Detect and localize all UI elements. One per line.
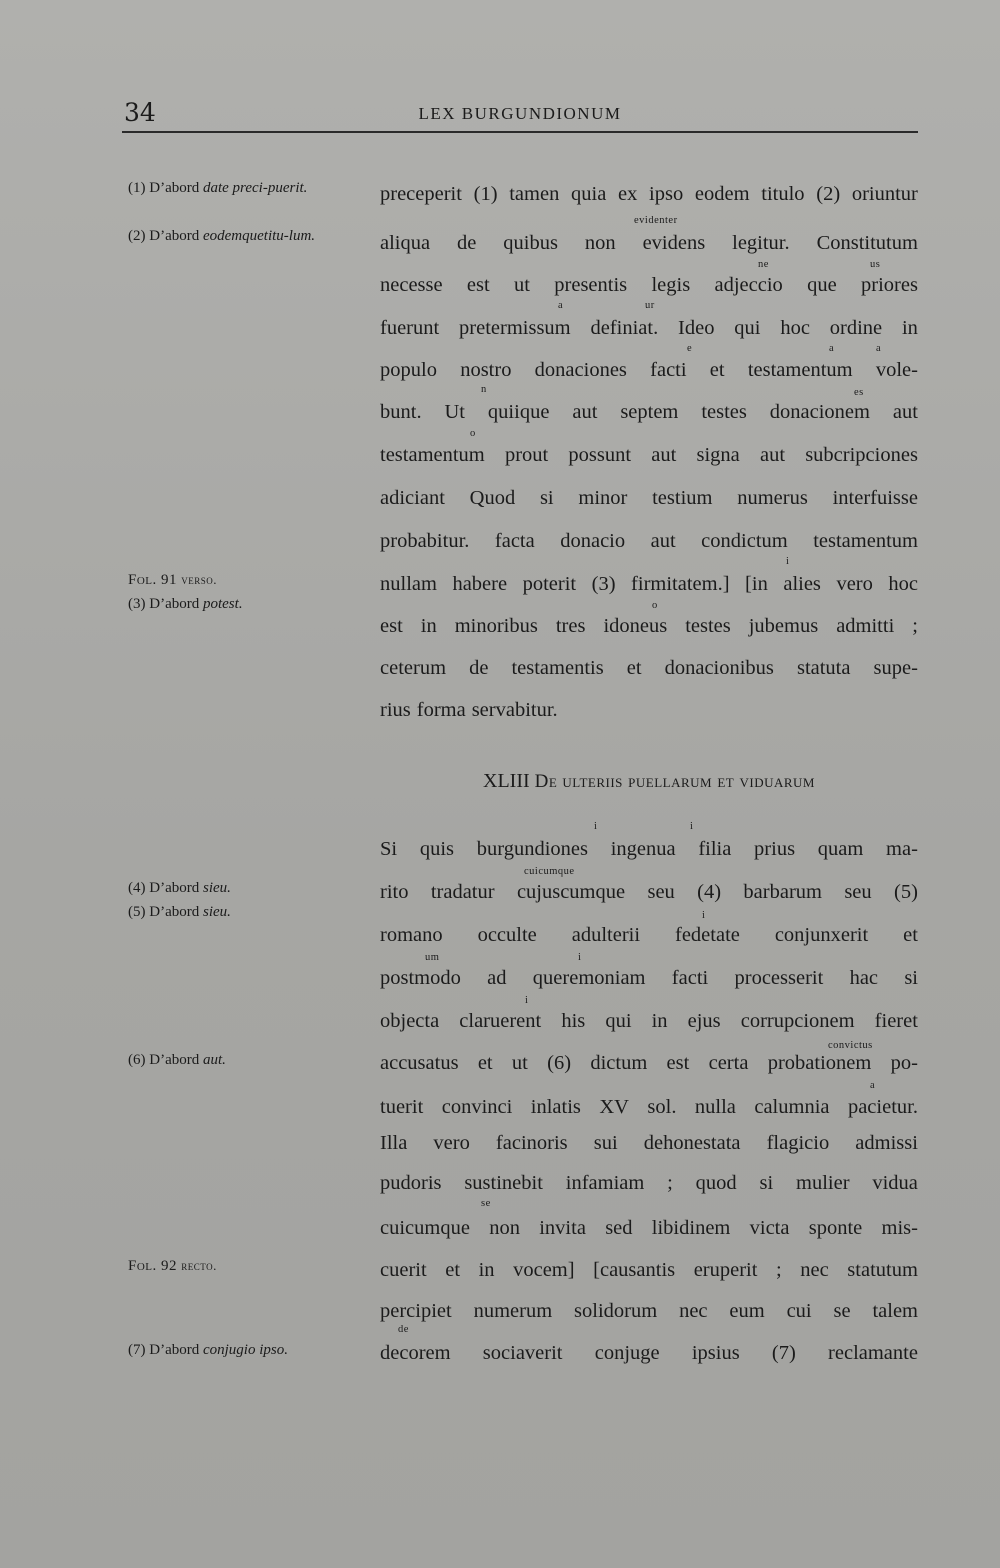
word: testamentum — [747, 359, 853, 381]
word: testes — [701, 401, 747, 423]
word: ; — [667, 1172, 673, 1194]
text-line — [380, 1298, 918, 1324]
word: Si — [380, 838, 398, 860]
word: oriuntur — [851, 183, 918, 205]
text-line — [380, 1340, 918, 1366]
word: hoc — [780, 317, 810, 339]
interlinear-correction: i — [690, 821, 694, 832]
interlinear-correction: a — [870, 1080, 876, 1091]
text-line — [380, 442, 918, 468]
word: conjuge — [594, 1342, 660, 1364]
word: postmodo — [380, 967, 461, 989]
word: queremoniam — [532, 967, 646, 989]
word: facti — [650, 359, 687, 381]
word: vole- — [875, 359, 918, 381]
word: ejus — [687, 1010, 721, 1032]
word: hac — [849, 967, 879, 989]
word: aut — [892, 401, 918, 423]
word: titulo — [761, 183, 805, 205]
word: dictum — [590, 1052, 648, 1074]
word: pacietur. — [847, 1096, 918, 1118]
word: ipsius — [691, 1342, 740, 1364]
word: Constitutum — [816, 232, 918, 254]
word: quod — [695, 1172, 737, 1194]
word: tradatur — [430, 881, 495, 903]
footnote-6-label: (6) D’abord — [128, 1052, 203, 1068]
section-de: De — [534, 771, 558, 792]
word: supe- — [873, 657, 918, 679]
word: probabitur. — [380, 530, 470, 552]
text-line — [380, 571, 918, 597]
word: libidinem — [651, 1217, 731, 1239]
word: mis- — [881, 1217, 918, 1239]
interlinear-correction: i — [594, 821, 598, 832]
word: forma — [416, 699, 466, 721]
word: tamen — [509, 183, 560, 205]
word: sed — [605, 1217, 633, 1239]
word: in — [651, 1010, 668, 1032]
interlinear-correction: cuicumque — [524, 866, 575, 877]
footnote-4-text: sieu. — [202, 880, 231, 896]
word: admissi — [855, 1132, 918, 1154]
word: ; — [776, 1259, 782, 1281]
word: ut — [514, 274, 530, 296]
word: (2) — [816, 183, 841, 205]
word: statutum — [847, 1259, 918, 1281]
word: cuerit — [380, 1259, 427, 1281]
footnote-3-label: (3) D’abord — [128, 596, 203, 612]
word: flagicio — [766, 1132, 830, 1154]
word: subcripciones — [805, 444, 918, 466]
text-line — [380, 528, 918, 554]
word: non — [584, 232, 616, 254]
footnote-2 — [128, 226, 368, 246]
word: XV — [599, 1096, 629, 1118]
word: facinoris — [495, 1132, 568, 1154]
word: quam — [817, 838, 864, 860]
word: aut — [572, 401, 598, 423]
text-line — [380, 272, 918, 298]
word: conjunxerit — [774, 924, 869, 946]
word: his — [561, 1010, 586, 1032]
word: admitti — [836, 615, 895, 637]
folio-1-label: Fol. 91 — [128, 572, 178, 588]
word: inlatis — [530, 1096, 581, 1118]
interlinear-correction: i — [786, 556, 790, 567]
word: hoc — [888, 573, 918, 595]
word: testamentum — [813, 530, 918, 552]
interlinear-correction: n — [481, 384, 487, 395]
word: de — [457, 232, 477, 254]
word: quibus — [503, 232, 558, 254]
section-heading — [380, 770, 918, 793]
word: condictum — [701, 530, 788, 552]
word: aut — [650, 530, 676, 552]
word: nostro — [460, 359, 512, 381]
word: Ut — [444, 401, 465, 423]
word: et — [445, 1259, 461, 1281]
text-line — [380, 697, 918, 723]
word: non — [489, 1217, 520, 1239]
word: [in — [745, 573, 768, 595]
footnote-1 — [128, 178, 368, 198]
word: mulier — [796, 1172, 850, 1194]
word: burgundiones — [476, 838, 588, 860]
word: ordine — [829, 317, 883, 339]
text-line — [380, 230, 918, 256]
word: facta — [494, 530, 535, 552]
word: vero — [433, 1132, 470, 1154]
word: qui — [734, 317, 761, 339]
text-line — [380, 1094, 918, 1120]
footnote-3 — [128, 594, 368, 614]
word: definiat. — [590, 317, 659, 339]
word: reclamante — [828, 1342, 918, 1364]
word: prius — [754, 838, 796, 860]
word: firmitatem.] — [631, 573, 730, 595]
folio-2-side: recto. — [181, 1258, 217, 1273]
word: fuerunt — [380, 317, 440, 339]
word: in — [420, 615, 437, 637]
word: dehonestata — [643, 1132, 741, 1154]
word: nec — [679, 1300, 708, 1322]
footnote-2-label: (2) D’abord — [128, 228, 203, 244]
text-line — [380, 836, 918, 862]
word: invita — [539, 1217, 586, 1239]
word: idoneus — [603, 615, 668, 637]
word: pudoris — [380, 1172, 442, 1194]
word: (7) — [771, 1342, 796, 1364]
interlinear-correction: o — [470, 428, 476, 439]
text-line — [380, 357, 918, 383]
word: quia — [571, 183, 607, 205]
word: adiciant — [380, 487, 445, 509]
word: qui — [605, 1010, 632, 1032]
footnote-4 — [128, 878, 368, 898]
running-head: LEX BURGUNDIONUM — [418, 104, 622, 123]
footnote-1-text: date preci-puerit. — [202, 180, 308, 196]
word: aut — [759, 444, 786, 466]
text-line — [380, 965, 918, 991]
text-line — [380, 922, 918, 948]
word: accusatus — [380, 1052, 459, 1074]
word: donacionibus — [664, 657, 774, 679]
word: eruperit — [693, 1259, 758, 1281]
word: que — [807, 274, 837, 296]
word: cujuscumque — [516, 881, 626, 903]
text-line — [380, 1170, 918, 1196]
word: fieret — [874, 1010, 918, 1032]
word: si — [904, 967, 918, 989]
word: (5) — [894, 881, 918, 903]
word: numerum — [473, 1300, 553, 1322]
footnote-6-text: aut. — [202, 1052, 226, 1068]
word: certa — [708, 1052, 749, 1074]
word: processerit — [734, 967, 824, 989]
interlinear-correction: e — [687, 343, 693, 354]
word: convinci — [441, 1096, 513, 1118]
interlinear-correction: i — [525, 995, 529, 1006]
folio-marker-2 — [128, 1258, 217, 1275]
word: probationem — [767, 1052, 872, 1074]
word: corrupcionem — [740, 1010, 855, 1032]
word: priores — [861, 274, 918, 296]
interlinear-correction: ne — [758, 259, 769, 270]
folio-2-label: Fol. 92 — [128, 1258, 178, 1274]
word: minoribus — [454, 615, 538, 637]
interlinear-correction: um — [425, 952, 440, 963]
word: calumnia — [754, 1096, 830, 1118]
word: se — [833, 1300, 851, 1322]
word: claruerent — [459, 1010, 542, 1032]
interlinear-correction: a — [876, 343, 882, 354]
word: cui — [786, 1300, 812, 1322]
word: statuta — [796, 657, 851, 679]
word: Quod — [469, 487, 516, 509]
word: ad — [487, 967, 507, 989]
word: bunt. — [380, 401, 422, 423]
word: donaciones — [534, 359, 627, 381]
word: in — [478, 1259, 495, 1281]
text-line — [380, 315, 918, 341]
interlinear-correction: a — [558, 300, 564, 311]
word: nullam — [380, 573, 437, 595]
word: si — [539, 487, 554, 509]
word: (3) — [591, 573, 616, 595]
text-line — [380, 1215, 918, 1241]
interlinear-correction: i — [578, 952, 582, 963]
word: facti — [671, 967, 709, 989]
word: habere — [452, 573, 508, 595]
folio-1-side: verso. — [181, 572, 218, 587]
word: necesse — [380, 274, 443, 296]
interlinear-correction: evidenter — [634, 215, 678, 226]
word: in — [901, 317, 918, 339]
page-header — [120, 92, 920, 132]
text-line — [380, 655, 918, 681]
word: septem — [620, 401, 679, 423]
word: ipso — [649, 183, 684, 205]
word: poterit — [522, 573, 577, 595]
word: sociaverit — [482, 1342, 563, 1364]
word: ingenua — [610, 838, 676, 860]
word: filia — [698, 838, 732, 860]
word: seu — [647, 881, 675, 903]
word: pretermissum — [459, 317, 571, 339]
word: eodem — [694, 183, 750, 205]
word: est — [666, 1052, 690, 1074]
word: populo — [380, 359, 437, 381]
word: adjeccio — [714, 274, 783, 296]
word: et — [477, 1052, 493, 1074]
word: est — [466, 274, 490, 296]
word: infamiam — [565, 1172, 645, 1194]
word: interfuisse — [832, 487, 918, 509]
text-line — [380, 879, 918, 905]
word: decorem — [380, 1342, 451, 1364]
word: quis — [419, 838, 455, 860]
section-title: ulteriis puellarum et viduarum — [562, 771, 815, 792]
word: donacionem — [769, 401, 870, 423]
interlinear-correction: se — [481, 1198, 491, 1209]
word: seu — [844, 881, 872, 903]
text-line — [380, 1257, 918, 1283]
word: sustinebit — [464, 1172, 543, 1194]
word: numerus — [737, 487, 808, 509]
word: testamentis — [511, 657, 604, 679]
footnote-1-label: (1) D’abord — [128, 180, 203, 196]
word: [causantis — [593, 1259, 676, 1281]
text-line — [380, 613, 918, 639]
word: prout — [504, 444, 549, 466]
word: evidens — [642, 232, 706, 254]
word: objecta — [380, 1010, 440, 1032]
word: (4) — [697, 881, 722, 903]
word: possunt — [568, 444, 632, 466]
word: solidorum — [574, 1300, 658, 1322]
word: et — [709, 359, 725, 381]
word: vidua — [872, 1172, 918, 1194]
word: ut — [511, 1052, 528, 1074]
word: talem — [872, 1300, 918, 1322]
text-line — [380, 1130, 918, 1156]
interlinear-correction: convictus — [828, 1040, 873, 1051]
word: si — [759, 1172, 774, 1194]
word: ma- — [886, 838, 918, 860]
word: aut — [651, 444, 677, 466]
footnote-7-label: (7) D’abord — [128, 1342, 203, 1358]
word: de — [469, 657, 489, 679]
footnote-6 — [128, 1050, 368, 1070]
word: nec — [800, 1259, 829, 1281]
word: Illa — [380, 1132, 408, 1154]
word: testium — [652, 487, 713, 509]
word: cuicumque — [380, 1217, 470, 1239]
word: servabitur. — [471, 699, 558, 721]
footnote-5 — [128, 902, 368, 922]
word: preceperit — [380, 183, 462, 205]
word: signa — [696, 444, 740, 466]
interlinear-correction: o — [652, 600, 658, 611]
text-line — [380, 181, 918, 207]
word: percipiet — [380, 1300, 452, 1322]
word: fedetate — [675, 924, 740, 946]
word: legitur. — [732, 232, 790, 254]
word: Ideo — [678, 317, 715, 339]
interlinear-correction: es — [854, 387, 864, 398]
word: adulterii — [571, 924, 641, 946]
word: ; — [912, 615, 918, 637]
header-rule — [122, 131, 918, 133]
word: minor — [578, 487, 628, 509]
text-line — [380, 1008, 918, 1034]
word: sponte — [808, 1217, 863, 1239]
interlinear-correction: i — [702, 910, 706, 921]
word: eum — [729, 1300, 765, 1322]
word: tuerit — [380, 1096, 424, 1118]
word: et — [903, 924, 918, 946]
word: victa — [749, 1217, 790, 1239]
word: presentis — [554, 274, 628, 296]
word: (6) — [547, 1052, 572, 1074]
word: aliqua — [380, 232, 431, 254]
word: sol. — [647, 1096, 677, 1118]
footnote-2-text: eodemquetitu-lum. — [202, 228, 316, 244]
word: nulla — [694, 1096, 736, 1118]
folio-marker-1 — [128, 572, 217, 589]
footnote-7 — [128, 1340, 368, 1360]
page-number: 34 — [124, 98, 156, 127]
word: est — [380, 615, 403, 637]
section-number: XLIII — [483, 770, 530, 792]
word: occulte — [477, 924, 537, 946]
word: vero — [836, 573, 873, 595]
word: (1) — [473, 183, 498, 205]
text-line — [380, 399, 918, 425]
word: ex — [618, 183, 638, 205]
interlinear-correction: us — [870, 259, 881, 270]
word: rius — [380, 699, 411, 721]
word: legis — [651, 274, 691, 296]
footnote-7-text: conjugio ipso. — [202, 1342, 288, 1358]
word: ceterum — [380, 657, 447, 679]
word: donacio — [560, 530, 626, 552]
word: romano — [380, 924, 443, 946]
interlinear-correction: a — [829, 343, 835, 354]
interlinear-correction: ur — [645, 300, 655, 311]
footnote-5-label: (5) D’abord — [128, 904, 203, 920]
word: tres — [555, 615, 586, 637]
word: testamentum — [380, 444, 485, 466]
text-line — [380, 1050, 918, 1076]
footnote-4-label: (4) D’abord — [128, 880, 203, 896]
word: vocem] — [513, 1259, 575, 1281]
word: po- — [890, 1052, 918, 1074]
word: testes — [685, 615, 731, 637]
word: quiique — [487, 401, 550, 423]
word: jubemus — [748, 615, 819, 637]
footnote-3-text: potest. — [202, 596, 243, 612]
interlinear-correction: de — [398, 1324, 409, 1335]
footnote-5-text: sieu. — [202, 904, 231, 920]
word: et — [626, 657, 642, 679]
word: alies — [783, 573, 821, 595]
word: barbarum — [743, 881, 822, 903]
word: sui — [593, 1132, 618, 1154]
text-line — [380, 485, 918, 511]
word: rito — [380, 881, 409, 903]
